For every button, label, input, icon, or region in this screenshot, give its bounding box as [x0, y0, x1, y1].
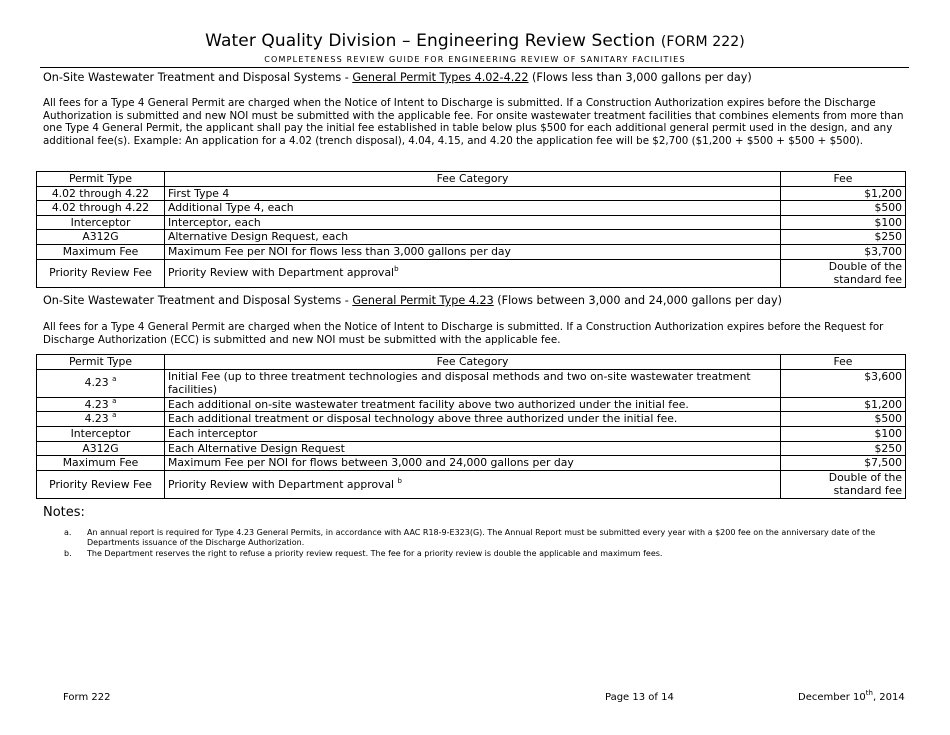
section1-heading: [43, 71, 752, 84]
table-row: [37, 186, 906, 201]
table-row: [37, 470, 906, 498]
fee-cell: $3,700: [781, 244, 906, 259]
section1-fee-table: [36, 171, 906, 288]
column-header: Fee: [781, 355, 906, 370]
permit-type-cell: [37, 369, 165, 397]
table-row: [37, 456, 906, 471]
section2-heading-prefix: On-Site Wastewater Treatment and Disposal Systems -: [43, 294, 353, 307]
fee-category-text: Priority Review with Department approval: [168, 477, 398, 491]
fee-category-cell: Each additional on-site wastewater treatment facility above two authorized under the initial fee.: [165, 397, 781, 412]
notes-title: Notes:: [43, 505, 85, 520]
permit-type-cell: Maximum Fee: [37, 456, 165, 471]
page-subtitle: COMPLETENESS REVIEW GUIDE FOR ENGINEERING REVIEW OF SANITARY FACILITIES: [264, 55, 686, 64]
table-row: [37, 259, 906, 287]
fee-cell: $100: [781, 426, 906, 441]
table-header-row: [37, 172, 906, 187]
page-title: [0, 31, 950, 51]
table-header-row: [37, 355, 906, 370]
section2-heading-suffix: (Flows between 3,000 and 24,000 gallons per day): [493, 294, 782, 307]
permit-type-cell: Interceptor: [37, 215, 165, 230]
fee-cell: $1,200: [781, 397, 906, 412]
permit-type-cell: 4.02 through 4.22: [37, 186, 165, 201]
fee-category-cell: Initial Fee (up to three treatment technologies and disposal methods and two on-site wastewater treatment facilities): [165, 369, 781, 397]
footer-form: Form 222: [63, 692, 111, 703]
footnote-marker: b: [394, 265, 399, 274]
fee-text-line1: Double of the: [828, 259, 902, 273]
fee-category-cell: [165, 259, 781, 287]
permit-type-cell: Priority Review Fee: [37, 259, 165, 287]
column-header: Fee Category: [165, 355, 781, 370]
fee-cell: $3,600: [781, 369, 906, 397]
footer-page-number: Page 13 of 14: [605, 692, 674, 703]
footnote-marker: b: [397, 476, 402, 485]
fee-cell: $500: [781, 201, 906, 216]
fee-cell: $7,500: [781, 456, 906, 471]
column-header: Permit Type: [37, 172, 165, 187]
footnote-marker: a: [112, 396, 117, 405]
header-divider: [40, 67, 909, 68]
table-row: [37, 244, 906, 259]
footer-date-suffix: , 2014: [872, 692, 905, 703]
fee-text-line2: standard fee: [833, 273, 902, 287]
table-row: [37, 369, 906, 397]
fee-category-cell: Maximum Fee per NOI for flows between 3,000 and 24,000 gallons per day: [165, 456, 781, 471]
permit-type-text: 4.23: [84, 397, 109, 411]
section2-heading-permit: General Permit Type 4.23: [352, 294, 494, 307]
note-label: a.: [64, 528, 72, 537]
fee-category-cell: First Type 4: [165, 186, 781, 201]
fee-text-line2: standard fee: [833, 484, 902, 498]
table-row: [37, 230, 906, 245]
fee-cell: $500: [781, 412, 906, 427]
fee-category-cell: Alternative Design Request, each: [165, 230, 781, 245]
section2-paragraph: All fees for a Type 4 General Permit are charged when the Notice of Intent to Discharge is submitted. If a Construction Authorization expires before the Request for Discharge Authorization (ECC) is submitted and new NOI must be submitted with the applicable fee.: [43, 321, 884, 346]
section2-fee-table: [36, 354, 906, 499]
table-row: [37, 441, 906, 456]
fee-category-cell: Each Alternative Design Request: [165, 441, 781, 456]
note-text: An annual report is required for Type 4.23 General Permits, in accordance with AAC R18-9-E323(G). The Annual Report must be submitted every year with a $200 fee on the anniversary date of the Departments issuance of the Discharge Authorization.: [87, 528, 876, 548]
fee-text-line1: Double of the: [828, 470, 902, 484]
footnote-marker: a: [112, 375, 117, 384]
fee-category-cell: Each interceptor: [165, 426, 781, 441]
table-row: [37, 397, 906, 412]
note-label: b.: [64, 549, 72, 558]
fee-cell: [781, 470, 906, 498]
table-row: [37, 412, 906, 427]
fee-cell: $250: [781, 230, 906, 245]
footnote-marker: a: [112, 411, 117, 420]
section2-heading: [43, 294, 782, 307]
footer-date-prefix: December 10: [798, 692, 866, 703]
section1-heading-suffix: (Flows less than 3,000 gallons per day): [528, 71, 752, 84]
fee-category-cell: Interceptor, each: [165, 215, 781, 230]
section1-heading-permit: General Permit Types 4.02-4.22: [352, 71, 529, 84]
column-header: Fee Category: [165, 172, 781, 187]
permit-type-cell: Priority Review Fee: [37, 470, 165, 498]
permit-type-cell: 4.02 through 4.22: [37, 201, 165, 216]
fee-cell: $100: [781, 215, 906, 230]
fee-category-cell: Maximum Fee per NOI for flows less than 3,000 gallons per day: [165, 244, 781, 259]
fee-category-cell: [165, 470, 781, 498]
table-row: [37, 215, 906, 230]
permit-type-text: 4.23: [84, 376, 109, 390]
permit-type-cell: Interceptor: [37, 426, 165, 441]
permit-type-cell: Maximum Fee: [37, 244, 165, 259]
section1-heading-prefix: On-Site Wastewater Treatment and Disposal Systems -: [43, 71, 353, 84]
permit-type-cell: A312G: [37, 441, 165, 456]
fee-category-cell: Each additional treatment or disposal technology above three authorized under the initial fee.: [165, 412, 781, 427]
title-text: Water Quality Division – Engineering Review Section: [205, 31, 656, 51]
table-row: [37, 426, 906, 441]
note-text: The Department reserves the right to refuse a priority review request. The fee for a priority review is double the applicable and maximum fees.: [87, 549, 663, 558]
fee-category-text: Priority Review with Department approval: [168, 266, 395, 280]
permit-type-cell: [37, 397, 165, 412]
form-label: (FORM 222): [660, 34, 745, 50]
section1-paragraph: All fees for a Type 4 General Permit are charged when the Notice of Intent to Discharge is submitted. If a Construction Authorization expires before the Discharge Authorization is submitted and new NOI must be submitted with the applicable fee. For onsite wastewater treatment facilities that combines elements from more than one Type 4 General Permit, the applicant shall pay the initial fee established in table below plus $500 for each additional general permit used in the design, and any additional fee(s). Example: An application for a 4.02 (trench disposal), 4.04, 4.15, and 4.20 the application fee will be $2,700 ($1,200 + $500 + $500 + $500).: [43, 97, 904, 147]
table-row: [37, 201, 906, 216]
fee-cell: $1,200: [781, 186, 906, 201]
fee-cell: $250: [781, 441, 906, 456]
footer-date: [798, 689, 905, 703]
permit-type-cell: [37, 412, 165, 427]
fee-category-cell: Additional Type 4, each: [165, 201, 781, 216]
footer-date-sup: th: [865, 689, 873, 697]
column-header: Fee: [781, 172, 906, 187]
column-header: Permit Type: [37, 355, 165, 370]
permit-type-cell: A312G: [37, 230, 165, 245]
permit-type-text: 4.23: [84, 412, 109, 426]
fee-cell: [781, 259, 906, 287]
